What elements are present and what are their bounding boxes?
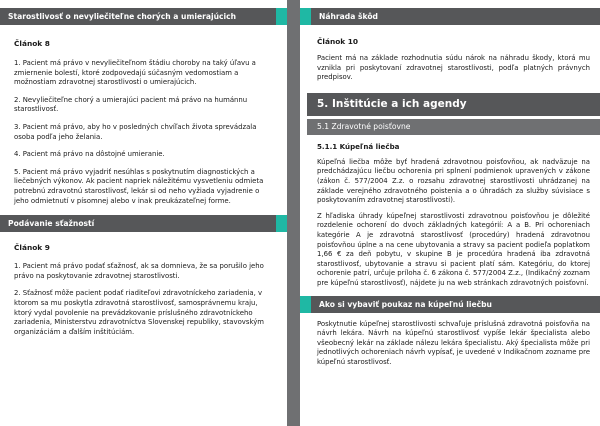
paragraph: 5. Pacient má právo vyjadriť nesúhlas s poskytnutím diagnostických a liečebných výkonov. Ak pacient napriek náležitému vysvetleniu odmieta potrebnú zdravotnú starostlivosť, lekár si od neho vyžiada vyjadrenie o jeho odmietnutí v písomnej alebo v inak preukázateľnej forme. — [14, 167, 264, 205]
paragraph: 3. Pacient má právo, aby ho v posledných chvíľach života sprevádzala osoba podľa jeho želania. — [14, 122, 257, 141]
left-page — [0, 0, 287, 426]
chapter-heading: 5. Inštitúcie a ich agendy — [307, 93, 600, 116]
paragraph: 1. Pacient má právo podať sťažnosť, ak sa domnieva, že sa porušilo jeho právo na poskytovanie zdravotnej starostlivosti. — [14, 262, 264, 280]
paragraph: Poskytnutie kúpeľnej starostlivosti schvaľuje príslušná zdravotná poisťovňa na návrh lekára. Návrh na kúpeľnú starostlivosť vypíše lekár špecialista alebo všeobecný lekár na základe nálezu lekára špecialistu. Aký špecialista môže pri jednotlivých ochoreniach návrh vypísať, je uvedené v Indikačnom zozname pre kúpeľnú starostlivosť. — [317, 319, 591, 366]
article-title: Článok 9 — [14, 243, 50, 253]
right-section1-body — [300, 37, 600, 83]
right-chapter-body — [300, 142, 600, 289]
accent-tab — [276, 215, 287, 232]
section-heading-text: Náhrada škôd — [319, 12, 378, 21]
paragraph: 2. Sťažnosť môže pacient podať riaditeľovi zdravotníckeho zariadenia, v ktorom sa mu poskytla zdravotná starostlivosť, samosprávnemu kraju, ktorý vydal povolenie na prevádzkovanie príslušného zdravotníckeho zariadenia, Ministerstvu zdravotníctva Slovenskej republiky, stavovským organizáciám a ďalším inštitúciám. — [14, 289, 264, 336]
accent-tab — [300, 296, 311, 313]
section-heading-text: Podávanie sťažností — [8, 219, 95, 229]
section-heading-text: Ako si vybaviť poukaz na kúpeľnú liečbu — [319, 299, 492, 309]
paragraph: Pacient má na základe rozhodnutia súdu nárok na náhradu škody, ktorá mu vznikla pri poskytovaní zdravotnej starostlivosti, podľa platných právnych predpisov. — [317, 54, 590, 82]
section-heading-complaints — [0, 215, 287, 232]
paragraph: 1. Pacient má právo v nevyliečiteľnom štádiu choroby na taký úľavu a zmiernenie bolestí, ktoré zodpovedajú súčasným vedomostiam a možnostiam zdravotnej starostlivosti o umierajúcich. — [14, 59, 256, 87]
article-title: Článok 8 — [14, 39, 50, 48]
paragraph: 4. Pacient má právo na dôstojné umieranie. — [14, 150, 165, 159]
section-heading-voucher — [300, 296, 600, 313]
paragraph: Kúpeľná liečba môže byť hradená zdravotnou poisťovňou, ak nadväzuje na predchádzajúcu liečbu ochorenia pri splnení podmienok upravených v zákone (zákon č. 577/2004 Z.z. o rozsahu zdravotnej starostlivosti uhrádzanej na základe verejného zdravotného poistenia a o úhradách za služby súvisiace s poskytovaním zdravotnej starostlivosti). — [317, 157, 590, 205]
page-gutter — [287, 0, 300, 426]
subchapter-heading: 5.1 Zdravotné poisťovne — [307, 119, 600, 135]
section-heading-damages — [300, 8, 600, 25]
paragraph: 2. Nevyliečiteľne chorý a umierajúci pacient má právo na humánnu starostlivosť. — [14, 95, 248, 114]
accent-tab — [276, 8, 287, 25]
left-section1-body — [0, 39, 287, 206]
section-heading-text: Starostlivosť o nevyliečiteľne chorých a umierajúcich — [8, 12, 237, 21]
subsection-title: 5.1.1 Kúpeľná liečba — [317, 141, 400, 151]
article-title: Článok 10 — [317, 37, 359, 46]
paragraph: Z hľadiska úhrady kúpeľnej starostlivosti zdravotnou poisťovňou je dôležité rozdelenie ochorení do dvoch základných kategórií: A a B. Pri ochoreniach kategórie A je zdravotná starostlivosť (procedúry) hradená zdravotnou poisťovňou úplne a na cene ubytovania a stravy sa pacient podieľa poplatkom 1,66 € za deň pobytu, v skupine B je procedúra hradená iba zdravotná starostlivosť, ubytovanie a stravu si pacient platí sám. Kategóriu, do ktorej ochorenie patrí, určuje príloha č. 6 zákona č. 577/2004 Z.z., (Indikačný zoznam pre kúpeľnú starostlivosť), nájdete ju na web stránkach zdravotných poisťovní. — [317, 211, 590, 287]
accent-tab — [300, 8, 311, 25]
left-section2-body — [0, 243, 287, 337]
right-section2-body — [300, 320, 600, 368]
right-page — [300, 0, 600, 426]
section-heading-palliative — [0, 8, 287, 25]
